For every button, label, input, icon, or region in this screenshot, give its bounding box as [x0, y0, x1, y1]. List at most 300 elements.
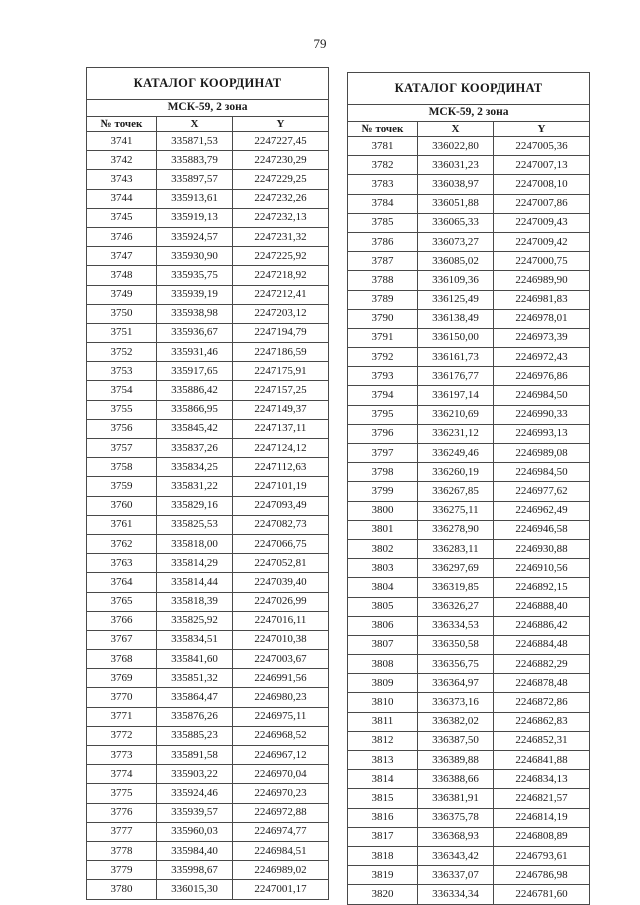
y-coordinate-cell: 2246886,42 — [494, 616, 590, 635]
table-row — [348, 271, 590, 290]
y-coordinate-cell: 2246878,48 — [494, 674, 590, 693]
x-coordinate-cell: 335886,42 — [157, 381, 233, 400]
table-row — [87, 861, 329, 880]
table-row — [87, 208, 329, 227]
point-number-cell: 3807 — [348, 635, 418, 654]
point-number-cell: 3760 — [87, 496, 157, 515]
point-number-cell: 3800 — [348, 501, 418, 520]
point-number-cell: 3763 — [87, 554, 157, 573]
point-number-cell: 3778 — [87, 841, 157, 860]
table-row — [348, 252, 590, 271]
table-row — [87, 419, 329, 438]
point-number-cell: 3790 — [348, 309, 418, 328]
y-coordinate-cell: 2247026,99 — [233, 592, 329, 611]
table-row — [348, 137, 590, 156]
x-coordinate-cell: 335903,22 — [157, 765, 233, 784]
y-coordinate-cell: 2247009,43 — [494, 213, 590, 232]
y-coordinate-cell: 2247000,75 — [494, 252, 590, 271]
table-row — [348, 693, 590, 712]
table-row — [87, 784, 329, 803]
point-number-cell: 3791 — [348, 328, 418, 347]
point-number-cell: 3781 — [348, 137, 418, 156]
y-coordinate-cell: 2246786,98 — [494, 866, 590, 885]
x-coordinate-cell: 335818,39 — [157, 592, 233, 611]
y-coordinate-cell: 2247124,12 — [233, 439, 329, 458]
point-number-cell: 3764 — [87, 573, 157, 592]
table-row — [87, 266, 329, 285]
point-number-cell: 3805 — [348, 597, 418, 616]
y-coordinate-cell: 2246814,19 — [494, 808, 590, 827]
point-number-cell: 3769 — [87, 669, 157, 688]
table-row — [87, 362, 329, 381]
x-coordinate-cell: 336319,85 — [418, 578, 494, 597]
table-row — [87, 132, 329, 151]
y-coordinate-cell: 2247137,11 — [233, 419, 329, 438]
x-coordinate-cell: 335998,67 — [157, 861, 233, 880]
y-coordinate-cell: 2246968,52 — [233, 726, 329, 745]
point-number-cell: 3751 — [87, 323, 157, 342]
y-coordinate-cell: 2246967,12 — [233, 746, 329, 765]
point-number-cell: 3774 — [87, 765, 157, 784]
x-coordinate-cell: 336260,19 — [418, 463, 494, 482]
table-row — [87, 534, 329, 553]
table-row — [87, 151, 329, 170]
y-coordinate-cell: 2246972,88 — [233, 803, 329, 822]
table-row — [87, 554, 329, 573]
x-coordinate-cell: 336388,66 — [418, 770, 494, 789]
point-number-cell: 3768 — [87, 650, 157, 669]
y-coordinate-cell: 2246972,43 — [494, 348, 590, 367]
y-coordinate-cell: 2247231,32 — [233, 227, 329, 246]
x-coordinate-cell: 336364,97 — [418, 674, 494, 693]
point-number-cell: 3746 — [87, 227, 157, 246]
point-number-cell: 3770 — [87, 688, 157, 707]
x-coordinate-cell: 335939,57 — [157, 803, 233, 822]
column-header-x: X — [418, 122, 494, 137]
point-number-cell: 3741 — [87, 132, 157, 151]
point-number-cell: 3817 — [348, 827, 418, 846]
table-row — [87, 726, 329, 745]
point-number-cell: 3744 — [87, 189, 157, 208]
y-coordinate-cell: 2246978,01 — [494, 309, 590, 328]
x-coordinate-cell: 335936,67 — [157, 323, 233, 342]
x-coordinate-cell: 335883,79 — [157, 151, 233, 170]
y-coordinate-cell: 2247039,40 — [233, 573, 329, 592]
x-coordinate-cell: 336356,75 — [418, 655, 494, 674]
x-coordinate-cell: 335913,61 — [157, 189, 233, 208]
point-number-cell: 3780 — [87, 880, 157, 899]
table-row — [348, 156, 590, 175]
point-number-cell: 3793 — [348, 367, 418, 386]
table-row — [348, 232, 590, 251]
y-coordinate-cell: 2247218,92 — [233, 266, 329, 285]
column-header-y: Y — [233, 117, 329, 132]
y-coordinate-cell: 2247157,25 — [233, 381, 329, 400]
point-number-cell: 3747 — [87, 247, 157, 266]
table-row — [87, 189, 329, 208]
coordinate-catalog-table — [347, 72, 590, 905]
y-coordinate-cell: 2246888,40 — [494, 597, 590, 616]
y-coordinate-cell: 2246930,88 — [494, 539, 590, 558]
column-header-y: Y — [494, 122, 590, 137]
point-number-cell: 3799 — [348, 482, 418, 501]
x-coordinate-cell: 335897,57 — [157, 170, 233, 189]
point-number-cell: 3796 — [348, 424, 418, 443]
x-coordinate-cell: 335837,26 — [157, 439, 233, 458]
point-number-cell: 3782 — [348, 156, 418, 175]
y-coordinate-cell: 2247010,38 — [233, 630, 329, 649]
x-coordinate-cell: 336150,00 — [418, 328, 494, 347]
y-coordinate-cell: 2247194,79 — [233, 323, 329, 342]
point-number-cell: 3819 — [348, 866, 418, 885]
table-row — [348, 712, 590, 731]
y-coordinate-cell: 2246993,13 — [494, 424, 590, 443]
y-coordinate-cell: 2247101,19 — [233, 477, 329, 496]
y-coordinate-cell: 2246808,89 — [494, 827, 590, 846]
table-row — [348, 348, 590, 367]
y-coordinate-cell: 2247232,26 — [233, 189, 329, 208]
y-coordinate-cell: 2246892,15 — [494, 578, 590, 597]
table-row — [87, 304, 329, 323]
x-coordinate-cell: 336051,88 — [418, 194, 494, 213]
point-number-cell: 3798 — [348, 463, 418, 482]
y-coordinate-cell: 2246984,51 — [233, 841, 329, 860]
point-number-cell: 3788 — [348, 271, 418, 290]
point-number-cell: 3776 — [87, 803, 157, 822]
point-number-cell: 3804 — [348, 578, 418, 597]
x-coordinate-cell: 336161,73 — [418, 348, 494, 367]
x-coordinate-cell: 335924,57 — [157, 227, 233, 246]
table-row — [87, 611, 329, 630]
table-row — [348, 731, 590, 750]
point-number-cell: 3816 — [348, 808, 418, 827]
y-coordinate-cell: 2247230,29 — [233, 151, 329, 170]
point-number-cell: 3789 — [348, 290, 418, 309]
point-number-cell: 3765 — [87, 592, 157, 611]
x-coordinate-cell: 336334,34 — [418, 885, 494, 904]
coordinate-catalog-table — [86, 67, 329, 900]
table-row — [87, 822, 329, 841]
x-coordinate-cell: 335834,25 — [157, 458, 233, 477]
x-coordinate-cell: 336231,12 — [418, 424, 494, 443]
x-coordinate-cell: 335960,03 — [157, 822, 233, 841]
table-row — [348, 578, 590, 597]
point-number-cell: 3809 — [348, 674, 418, 693]
y-coordinate-cell: 2246991,56 — [233, 669, 329, 688]
y-coordinate-cell: 2247229,25 — [233, 170, 329, 189]
y-coordinate-cell: 2247052,81 — [233, 554, 329, 573]
point-number-cell: 3772 — [87, 726, 157, 745]
x-coordinate-cell: 336176,77 — [418, 367, 494, 386]
table-row — [348, 424, 590, 443]
table-row — [87, 592, 329, 611]
x-coordinate-cell: 335831,22 — [157, 477, 233, 496]
x-coordinate-cell: 336085,02 — [418, 252, 494, 271]
x-coordinate-cell: 336278,90 — [418, 520, 494, 539]
y-coordinate-cell: 2246970,04 — [233, 765, 329, 784]
x-coordinate-cell: 336368,93 — [418, 827, 494, 846]
x-coordinate-cell: 335866,95 — [157, 400, 233, 419]
table-row — [87, 515, 329, 534]
y-coordinate-cell: 2247225,92 — [233, 247, 329, 266]
y-coordinate-cell: 2247232,13 — [233, 208, 329, 227]
y-coordinate-cell: 2246882,29 — [494, 655, 590, 674]
y-coordinate-cell: 2247175,91 — [233, 362, 329, 381]
y-coordinate-cell: 2246946,58 — [494, 520, 590, 539]
x-coordinate-cell: 335924,46 — [157, 784, 233, 803]
point-number-cell: 3820 — [348, 885, 418, 904]
table-row — [348, 674, 590, 693]
y-coordinate-cell: 2246962,49 — [494, 501, 590, 520]
x-coordinate-cell: 335935,75 — [157, 266, 233, 285]
x-coordinate-cell: 335851,32 — [157, 669, 233, 688]
table-row — [348, 655, 590, 674]
point-number-cell: 3755 — [87, 400, 157, 419]
table-row — [348, 559, 590, 578]
catalog-title: КАТАЛОГ КООРДИНАТ — [87, 68, 329, 100]
point-number-cell: 3814 — [348, 770, 418, 789]
y-coordinate-cell: 2246862,83 — [494, 712, 590, 731]
y-coordinate-cell: 2246884,48 — [494, 635, 590, 654]
x-coordinate-cell: 336109,36 — [418, 271, 494, 290]
table-row — [348, 635, 590, 654]
x-coordinate-cell: 336283,11 — [418, 539, 494, 558]
x-coordinate-cell: 335814,29 — [157, 554, 233, 573]
y-coordinate-cell: 2246793,61 — [494, 846, 590, 865]
table-row — [87, 496, 329, 515]
y-coordinate-cell: 2246872,86 — [494, 693, 590, 712]
table-row — [87, 400, 329, 419]
point-number-cell: 3753 — [87, 362, 157, 381]
x-coordinate-cell: 336375,78 — [418, 808, 494, 827]
y-coordinate-cell: 2247016,11 — [233, 611, 329, 630]
table-row — [348, 789, 590, 808]
table-row — [348, 194, 590, 213]
point-number-cell: 3803 — [348, 559, 418, 578]
table-row — [348, 367, 590, 386]
point-number-cell: 3806 — [348, 616, 418, 635]
table-row — [87, 841, 329, 860]
y-coordinate-cell: 2246984,50 — [494, 463, 590, 482]
table-row — [87, 458, 329, 477]
x-coordinate-cell: 336125,49 — [418, 290, 494, 309]
coordinate-system-label: МСК-59, 2 зона — [348, 105, 590, 122]
table-row — [348, 405, 590, 424]
table-row — [348, 846, 590, 865]
x-coordinate-cell: 336382,02 — [418, 712, 494, 731]
table-row — [348, 520, 590, 539]
x-coordinate-cell: 336073,27 — [418, 232, 494, 251]
catalog-title: КАТАЛОГ КООРДИНАТ — [348, 73, 590, 105]
table-row — [348, 597, 590, 616]
x-coordinate-cell: 335818,00 — [157, 534, 233, 553]
table-row — [87, 227, 329, 246]
y-coordinate-cell: 2247066,75 — [233, 534, 329, 553]
y-coordinate-cell: 2246989,90 — [494, 271, 590, 290]
y-coordinate-cell: 2246910,56 — [494, 559, 590, 578]
x-coordinate-cell: 335891,58 — [157, 746, 233, 765]
y-coordinate-cell: 2247093,49 — [233, 496, 329, 515]
x-coordinate-cell: 335834,51 — [157, 630, 233, 649]
x-coordinate-cell: 335885,23 — [157, 726, 233, 745]
table-row — [87, 343, 329, 362]
x-coordinate-cell: 335919,13 — [157, 208, 233, 227]
y-coordinate-cell: 2246984,50 — [494, 386, 590, 405]
x-coordinate-cell: 336381,91 — [418, 789, 494, 808]
table-row — [348, 444, 590, 463]
table-row — [348, 751, 590, 770]
table-row — [348, 866, 590, 885]
table-row — [87, 381, 329, 400]
table-row — [87, 669, 329, 688]
table-row — [87, 765, 329, 784]
table-row — [348, 463, 590, 482]
point-number-cell: 3808 — [348, 655, 418, 674]
table-row — [87, 573, 329, 592]
y-coordinate-cell: 2247186,59 — [233, 343, 329, 362]
table-row — [87, 880, 329, 899]
y-coordinate-cell: 2246841,88 — [494, 751, 590, 770]
column-header-point-number: № точек — [348, 122, 418, 137]
table-row — [348, 885, 590, 904]
point-number-cell: 3745 — [87, 208, 157, 227]
y-coordinate-cell: 2246990,33 — [494, 405, 590, 424]
y-coordinate-cell: 2247112,63 — [233, 458, 329, 477]
y-coordinate-cell: 2247007,86 — [494, 194, 590, 213]
table-row — [87, 323, 329, 342]
point-number-cell: 3779 — [87, 861, 157, 880]
x-coordinate-cell: 336389,88 — [418, 751, 494, 770]
table-row — [348, 328, 590, 347]
x-coordinate-cell: 336337,07 — [418, 866, 494, 885]
y-coordinate-cell: 2247203,12 — [233, 304, 329, 323]
point-number-cell: 3749 — [87, 285, 157, 304]
table-row — [87, 746, 329, 765]
x-coordinate-cell: 336334,53 — [418, 616, 494, 635]
table-row — [87, 247, 329, 266]
point-number-cell: 3757 — [87, 439, 157, 458]
point-number-cell: 3767 — [87, 630, 157, 649]
point-number-cell: 3750 — [87, 304, 157, 323]
y-coordinate-cell: 2247008,10 — [494, 175, 590, 194]
table-row — [87, 630, 329, 649]
point-number-cell: 3773 — [87, 746, 157, 765]
x-coordinate-cell: 336197,14 — [418, 386, 494, 405]
point-number-cell: 3797 — [348, 444, 418, 463]
x-coordinate-cell: 335938,98 — [157, 304, 233, 323]
x-coordinate-cell: 336031,23 — [418, 156, 494, 175]
x-coordinate-cell: 336210,69 — [418, 405, 494, 424]
point-number-cell: 3752 — [87, 343, 157, 362]
table-row — [348, 290, 590, 309]
x-coordinate-cell: 335825,53 — [157, 515, 233, 534]
point-number-cell: 3786 — [348, 232, 418, 251]
table-row — [348, 175, 590, 194]
x-coordinate-cell: 336275,11 — [418, 501, 494, 520]
x-coordinate-cell: 336297,69 — [418, 559, 494, 578]
x-coordinate-cell: 336343,42 — [418, 846, 494, 865]
table-row — [87, 170, 329, 189]
point-number-cell: 3748 — [87, 266, 157, 285]
y-coordinate-cell: 2247003,67 — [233, 650, 329, 669]
table-row — [348, 501, 590, 520]
catalog-rows — [348, 137, 590, 905]
point-number-cell: 3818 — [348, 846, 418, 865]
x-coordinate-cell: 335825,92 — [157, 611, 233, 630]
y-coordinate-cell: 2246980,23 — [233, 688, 329, 707]
x-coordinate-cell: 336038,97 — [418, 175, 494, 194]
point-number-cell: 3762 — [87, 534, 157, 553]
y-coordinate-cell: 2246977,62 — [494, 482, 590, 501]
point-number-cell: 3785 — [348, 213, 418, 232]
point-number-cell: 3758 — [87, 458, 157, 477]
point-number-cell: 3810 — [348, 693, 418, 712]
y-coordinate-cell: 2246981,83 — [494, 290, 590, 309]
y-coordinate-cell: 2247005,36 — [494, 137, 590, 156]
table-row — [348, 616, 590, 635]
x-coordinate-cell: 336267,85 — [418, 482, 494, 501]
y-coordinate-cell: 2246975,11 — [233, 707, 329, 726]
x-coordinate-cell: 336138,49 — [418, 309, 494, 328]
table-row — [348, 386, 590, 405]
y-coordinate-cell: 2246834,13 — [494, 770, 590, 789]
table-row — [87, 707, 329, 726]
point-number-cell: 3801 — [348, 520, 418, 539]
y-coordinate-cell: 2246973,39 — [494, 328, 590, 347]
table-row — [87, 439, 329, 458]
table-row — [348, 213, 590, 232]
x-coordinate-cell: 335841,60 — [157, 650, 233, 669]
x-coordinate-cell: 336387,50 — [418, 731, 494, 750]
x-coordinate-cell: 335939,19 — [157, 285, 233, 304]
x-coordinate-cell: 336015,30 — [157, 880, 233, 899]
point-number-cell: 3759 — [87, 477, 157, 496]
page-number: 79 — [313, 36, 327, 51]
point-number-cell: 3784 — [348, 194, 418, 213]
table-row — [87, 803, 329, 822]
table-row — [348, 482, 590, 501]
y-coordinate-cell: 2247082,73 — [233, 515, 329, 534]
point-number-cell: 3795 — [348, 405, 418, 424]
x-coordinate-cell: 335930,90 — [157, 247, 233, 266]
point-number-cell: 3815 — [348, 789, 418, 808]
point-number-cell: 3794 — [348, 386, 418, 405]
y-coordinate-cell: 2246989,08 — [494, 444, 590, 463]
point-number-cell: 3783 — [348, 175, 418, 194]
point-number-cell: 3777 — [87, 822, 157, 841]
x-coordinate-cell: 335917,65 — [157, 362, 233, 381]
y-coordinate-cell: 2246970,23 — [233, 784, 329, 803]
y-coordinate-cell: 2247227,45 — [233, 132, 329, 151]
y-coordinate-cell: 2247009,42 — [494, 232, 590, 251]
x-coordinate-cell: 335931,46 — [157, 343, 233, 362]
x-coordinate-cell: 336326,27 — [418, 597, 494, 616]
point-number-cell: 3792 — [348, 348, 418, 367]
point-number-cell: 3775 — [87, 784, 157, 803]
point-number-cell: 3766 — [87, 611, 157, 630]
column-header-x: X — [157, 117, 233, 132]
table-row — [87, 650, 329, 669]
point-number-cell: 3812 — [348, 731, 418, 750]
table-row — [348, 309, 590, 328]
point-number-cell: 3743 — [87, 170, 157, 189]
x-coordinate-cell: 335829,16 — [157, 496, 233, 515]
point-number-cell: 3802 — [348, 539, 418, 558]
table-row — [348, 827, 590, 846]
x-coordinate-cell: 335864,47 — [157, 688, 233, 707]
x-coordinate-cell: 335876,26 — [157, 707, 233, 726]
table-row — [348, 808, 590, 827]
